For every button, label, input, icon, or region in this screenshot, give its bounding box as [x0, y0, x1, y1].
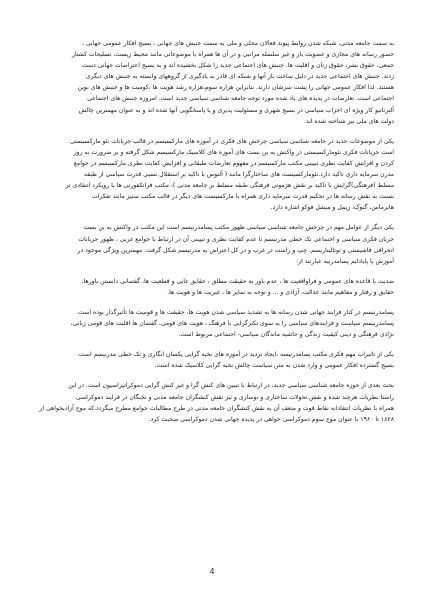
paragraph-1 — [30, 38, 394, 127]
text-line: است جریانات فکری نئومارکسیستی در واکنش به بن بست های آموزه های کلاسیک مارکسیسم شکل گرفته و بر ضرورت به روز — [73, 148, 394, 156]
text-line: هستند. لذا افکار عمومی جهانی را پشت سرشان دارند. بنابراین هزاره سوم،هزاره رشد هویت ها ،کومیت ها و جنبش های نوین — [77, 84, 394, 92]
text-line: بحث بعدی از حوزه جامعه شناسی سیاسی جدید، در ارتباط با تبیین های کنش گرا و غیر کنش گرایی دموکراتیزاسیون است. در این — [68, 382, 394, 390]
text-line: بسیج گسترده افکار عمومی و وارد شدن به متن سیاست چالش نخبه گرایی کلاسیک شده است. — [154, 362, 394, 370]
paragraph-6 — [30, 349, 394, 371]
text-line: یکی از موضوعات جدید در جامعه شناسی سیاسی چرخش های فکری در آموزه های مارکسیسم در قالب جریانات نئو مارکسیستی — [69, 137, 394, 145]
paragraph-4 — [30, 276, 394, 298]
text-line: اجتماعی است. تعارضات در پدیده های یاد شده مورد توجه جامعه شناسی سیاسی جدید است. امروزه جنبش های اجتماعی — [87, 95, 394, 103]
text-line: راستا نظریات هرچند شده و نقش تحولات ساختاری و نوسازی و نیز نقش کنشگران جامعه مدنی و نخبگان در فرایند دموکراسی — [75, 393, 394, 401]
text-line: آموزش پا پایادایم پسامدرنیه عبارتند از: — [296, 257, 394, 265]
text-line: کردن و افزایش کفایت نظری تبیینی مکتب مارکسیسم در مفهوم تعارضات طبقاتی و افزایش کفایت نظری مارکسیسم در جوامع — [73, 159, 394, 167]
text-line: مدرن سرمایه داری تاکید دارد.نئومارکسیست های ساختارگرا مانند ( آلتوس با تاکید بر استقلال نسبی قدرت سیاسی از طبقه — [83, 171, 394, 179]
text-line: مسلط (فرهنگی)گرایش با تاکید بر نقش هژمونی فرهنگی طبقه مسلط بر جامعه مدنی )، مکتب فرانکفورتی ها با رویکرد انتقادی تر — [65, 182, 394, 190]
text-line: به سمت جامعه مدنی، شبکه شدن روابط پیوند فعالان محلی و ملی به سمت جنبش های جهانی ، بسیج افکار عمومی جهانی ، — [81, 40, 394, 47]
text-line: پسامدرنیسم سیاست و فرایندهای سیاسی را به سوی تکثرگرایی با فرهنگ ، هویت های قومی، گفتمان ها اقلیت های قومی زبانی، — [70, 320, 394, 328]
text-line: پسامدرنیسم در کنار فرایند جهانی شدن رسانه ها به تشدید سیاسی شدن هویت ها، حقیقت ها و قومیت ها تأثیرگذار بوده است. — [76, 308, 394, 316]
text-line: ۱۸۲۸ تا ۱۹۶۰ با عنوان موج سوم دموکراسی خواهی در پدیده جهانی شدن دموکراسی صحبت کرد. — [148, 415, 394, 423]
text-line: نژادی فرهنگی و دینی کیفیت زندگی و حاشیه ماندگان سیاسی- اجتماعی مربوط است. — [178, 331, 394, 339]
text-line: جمعی، حقوق بشر، حقوق زنان و اقلیت ها. جنبش های اجتماعی جدید را شکل بخشیده اند و به بسیج اعتراضات جهانی دست — [82, 62, 394, 70]
paragraph-5 — [30, 307, 394, 340]
text-line: حقایق و رفتار و مفاهیم مانند عدالت، آزادی و ... و توجه به تمایز ها ، غیریت ها و هویت ها. — [167, 288, 394, 296]
text-line: دولت های ملی نیز شناخته شده اند. — [304, 117, 394, 125]
text-line: هابرماس، گنوک، زیمل و میشل فوکو اشاره دارد. — [270, 204, 394, 212]
paragraph-2 — [30, 136, 394, 214]
text-line: نسبت به نقش رسانه ها در تحکیم قدرت سرمایه داری همراه با مارکسیست های دیگر در قالب مکتب ستیز مانند تفکرات — [92, 193, 394, 201]
text-line: زدند. جنبش های اجتماعی جدید در دلیل ساخت باز آنها و شبکه ای قادر به یادگیری از گروههای وابسته به جنبش های دیگری — [85, 73, 394, 81]
text-line: همراه با نظریات انتقادانه نقاط قوت و ضعف آن به نقش کنشگران جامعه مدنی در طرح مطالبات جوامع مطرح میگردد.که موج آزادیخواهی از — [39, 404, 394, 412]
text-line: یکی دیگر از عوامل مهم در چرخش جامعه شناسی سیاسی ظهور مکتب پسامدرنیسم است این مکتب در واکنش به بن بست — [83, 224, 394, 232]
text-line: ضدیت با قاعده های عمومی و فراواقعیت ها ، عدم باور به حقیقت مطلق ، حقایق غایی و قطعیت ها، گفتمانی دانستن باورها، — [81, 277, 394, 285]
page-number: 4 — [209, 567, 215, 576]
paragraph-7 — [30, 380, 394, 424]
text-line: حضور رسانه های مجازی و عضویت باز و غیر سلسله مراتبی و در آن ها همراه با موضوعاتی مانند محیط زیست، تسلیحات کشتار — [71, 51, 394, 59]
paragraph-3 — [30, 222, 394, 266]
text-line: یکی از تاثیرات مهم فکری مکتب پسامدرنیسه ،ایجاد تردید در آموزه های نخبه گرایی یکسان انگاری و تک خطی مدرنیسم است. — [77, 351, 394, 359]
text-line: انحرافی فاشیستی و توتالیتاریسم، چپ و راست در غرب و در کل اعتراض به مدرنیسم شکل گرفت. مهمترین ویژگی موجود در — [77, 246, 394, 254]
text-line: جریان فکری سیاسی و اجتماعی تک خطی مدرنیسم تا عدم کفایت نظری و تبیینی آن در ارتباط با جوامع غربی ، ظهور جریانات — [78, 235, 394, 243]
text-line: آلترناتیو کار ویژه ای احزاب سیاسی در بسیج شهری و مسئولیت پذیری و یا پاسخگویی آنها شده اند و به عنوان مهمترین چالش — [78, 106, 394, 114]
body-text — [30, 38, 394, 425]
